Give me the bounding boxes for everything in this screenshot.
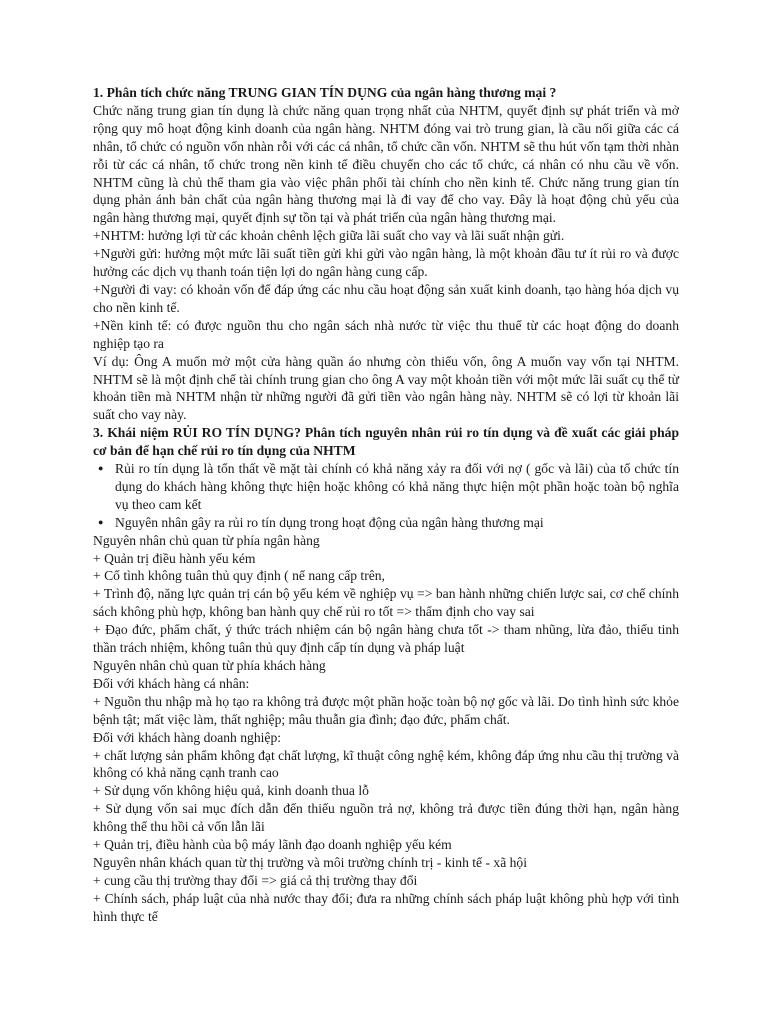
benefit-depositor: +Người gửi: hưởng một mức lãi suất tiền gửi khi gửi vào ngân hàng, là một khoản đầu tư ít rủi ro và được hưởng các dịch vụ thanh toán tiện lợi do ngân hàng cung cấp.	[93, 246, 679, 280]
benefit-bank: +NHTM: hưởng lợi từ các khoản chênh lệch giữa lãi suất cho vay và lãi suất nhận gửi.	[93, 228, 565, 244]
bullet-list	[93, 460, 679, 532]
text-line: Nguyên nhân chủ quan từ phía khách hàng	[93, 658, 326, 673]
text-line: Đối với khách hàng doanh nghiệp:	[93, 729, 282, 745]
question-3-heading: 3. Khái niệm RỦI RO TÍN DỤNG? Phân tích nguyên nhân rủi ro tín dụng và đề xuất các giải pháp cơ bản để hạn chế rủi ro tín dụng của NHTM	[93, 425, 679, 459]
text-line: + Đạo đức, phẩm chất, ý thức trách nhiệm cán bộ ngân hàng chưa tốt -> tham nhũng, lừa đảo, thiếu tinh thần trách nhiệm, không tuân thủ quy định cấp tín dụng và pháp luật	[93, 622, 679, 656]
document-page	[93, 84, 679, 926]
text-line: + Nguồn thu nhập mà họ tạo ra không trả được một phần hoặc toàn bộ nợ gốc và lãi. Do tình hình sức khỏe bệnh tật; mất việc làm, thất nghiệp; mâu thuẫn gia đình; đạo đức, phẩm chất.	[93, 693, 679, 727]
benefit-economy: +Nền kinh tế: có được nguồn thu cho ngân sách nhà nước từ việc thu thuế từ các hoạt động do doanh nghiệp tạo ra	[93, 317, 679, 351]
text-line: Nguyên nhân khách quan từ thị trường và môi trường chính trị - kinh tế - xã hội	[93, 854, 528, 870]
text-line: + Trình độ, năng lực quản trị cán bộ yếu kém về nghiệp vụ => ban hành những chiến lược sai, cơ chế chính sách không phù hợp, không ban hành quy chế rủi ro tốt => thẩm định cho vay sai	[93, 586, 679, 620]
text-line: + Sử dụng vốn không hiệu quả, kinh doanh thua lỗ	[93, 783, 369, 799]
text-line: Nguyên nhân chủ quan từ phía ngân hàng	[93, 532, 320, 548]
text-line: + Chính sách, pháp luật của nhà nước thay đổi; đưa ra những chính sách pháp luật không phù hợp với tình hình thực tế	[93, 890, 679, 924]
text-line: + chất lượng sản phẩm không đạt chất lượng, kĩ thuật công nghệ kém, không đáp ứng nhu cầu thị trường và không có khả năng cạnh tranh cao	[93, 747, 679, 781]
text-line: + cung cầu thị trường thay đổi => giá cả thị trường thay đổi	[93, 872, 418, 888]
text-line: + Quản trị, điều hành của bộ máy lãnh đạo doanh nghiệp yếu kém	[93, 837, 452, 853]
benefit-borrower: +Người đi vay: có khoản vốn để đáp ứng các nhu cầu hoạt động sản xuất kinh doanh, tạo hàng hóa dịch vụ cho nền kinh tế.	[93, 281, 679, 315]
text-line: Đối với khách hàng cá nhân:	[93, 675, 250, 691]
question-1-heading: 1. Phân tích chức năng TRUNG GIAN TÍN DỤNG của ngân hàng thương mại ?	[93, 85, 557, 100]
bullet-item-definition: ● Rủi ro tín dụng là tổn thất về mặt tài chính có khả năng xảy ra đối với nợ ( gốc và lãi) của tổ chức tín dụng do khách hàng không thực hiện hoặc không có khả năng thực hiện một phần hoặc toàn bộ nghĩa vụ theo cam kết	[93, 460, 679, 514]
bullet-item-causes: ● Nguyên nhân gây ra rủi ro tín dụng trong hoạt động của ngân hàng thương mại	[93, 514, 679, 532]
text-line: + Quản trị điều hành yếu kém	[93, 550, 256, 566]
text-line: + Cố tình không tuân thủ quy định ( nể nang cấp trên,	[93, 568, 385, 584]
question-1-intro: Chức năng trung gian tín dụng là chức năng quan trọng nhất của NHTM, quyết định sự phát triển và mở rộng quy mô hoạt động kinh doanh của ngân hàng. NHTM đóng vai trò trung gian, là cầu nối giữa các cá nhân, tổ chức có nguồn vốn nhàn rỗi với các cá nhân, tổ chức cần vốn. NHTM sẽ thu hút vốn tạm thời nhàn rỗi từ các cá nhân, tổ chức trong nền kinh tế điều chuyển cho các tổ chức, cá nhân có nhu cầu về vốn. NHTM cũng là chủ thể tham gia vào việc phân phối tài chính cho nền kinh tế. Chức năng trung gian tín dụng phản ánh bản chất của ngân hàng thương mại là đi vay để cho vay. Đây là hoạt động chủ yếu của ngân hàng thương mại, quyết định sự tồn tại và phát triển của ngân hàng thương mại.	[93, 102, 679, 226]
text-line: + Sử dụng vốn sai mục đích dẫn đến thiếu nguồn trả nợ, không trả được tiền đúng thời hạn, ngân hàng không thể thu hồi cả vốn lẫn lãi	[93, 801, 679, 835]
question-1-example: Ví dụ: Ông A muốn mở một cửa hàng quần áo nhưng còn thiếu vốn, ông A muốn vay vốn tại NHTM. NHTM sẽ là một định chế tài chính trung gian cho ông A vay một khoản tiền với một mức lãi suất cụ thể từ khoản tiền mà NHTM nhận từ những người đã gửi tiền vào ngân hàng này. NHTM sẽ có lợi từ khoản lãi suất cho vay này.	[93, 353, 679, 423]
